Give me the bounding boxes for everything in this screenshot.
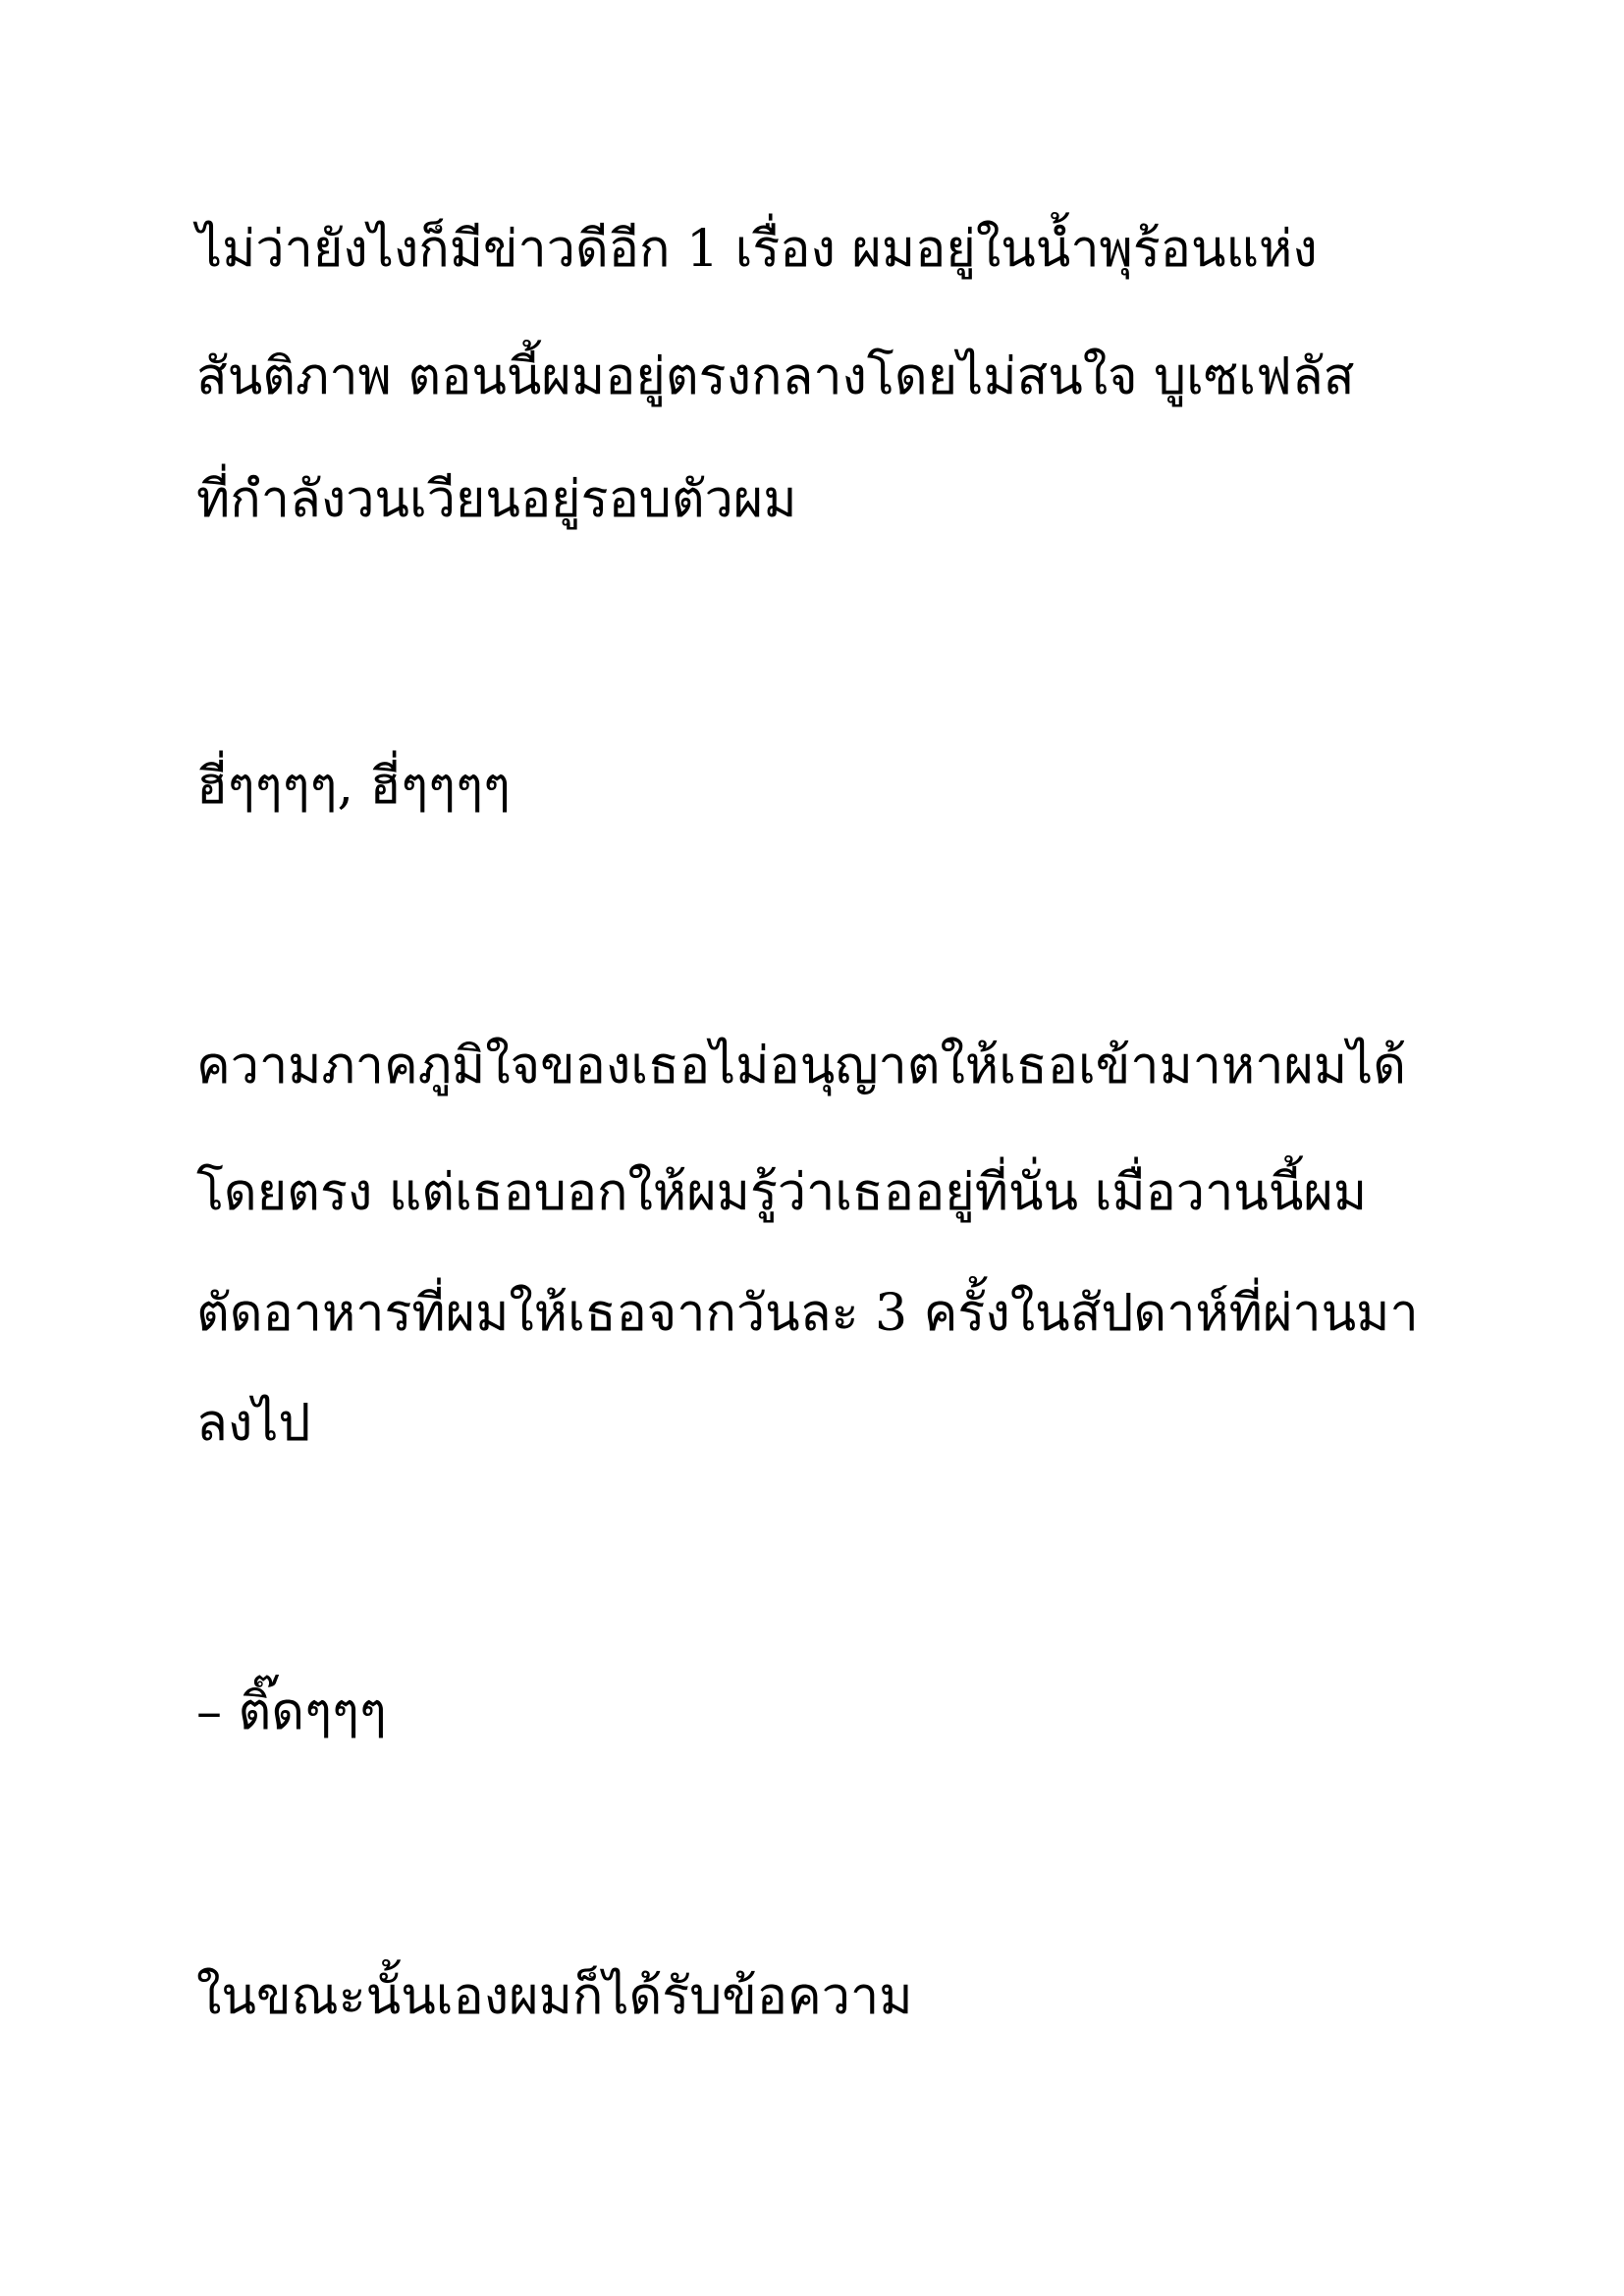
paragraph-3-line-3: ตัดอาหารที่ผมให้เธอจากวันละ 3 ครั้งในสัปดาห์ที่ผ่านมา [196, 1284, 1419, 1343]
paragraph-1-line-3: ที่กำลังวนเวียนอยู่รอบตัวผม [196, 470, 797, 529]
paragraph-1-line-1: ไม่ว่ายังไงก็มีข่าวดีอีก 1 เรื่อง ผมอยู่ในน้ำพุร้อนแห่ง [196, 220, 1318, 279]
paragraph-3-line-1: ความภาคภูมิใจของเธอไม่อนุญาตให้เธอเข้ามาหาผมได้ [196, 1037, 1407, 1095]
paragraph-4-line-1: – ติ๊ดๆๆๆ [196, 1682, 387, 1741]
paragraph-2-line-1: ฮี่ๆๆๆๆ, ฮี่ๆๆๆๆ [196, 757, 511, 816]
paragraph-3-line-4: ลงไป [196, 1394, 311, 1453]
paragraph-1-line-2: สันติภาพ ตอนนี้ผมอยู่ตรงกลางโดยไม่สนใจ บูเซเฟลัส [196, 347, 1355, 406]
paragraph-3-line-2: โดยตรง แต่เธอบอกให้ผมรู้ว่าเธออยู่ที่นั่น เมื่อวานนี้ผม [196, 1163, 1368, 1222]
paragraph-5-line-1: ในขณะนั้นเองผมก็ได้รับข้อความ [196, 1967, 913, 2026]
